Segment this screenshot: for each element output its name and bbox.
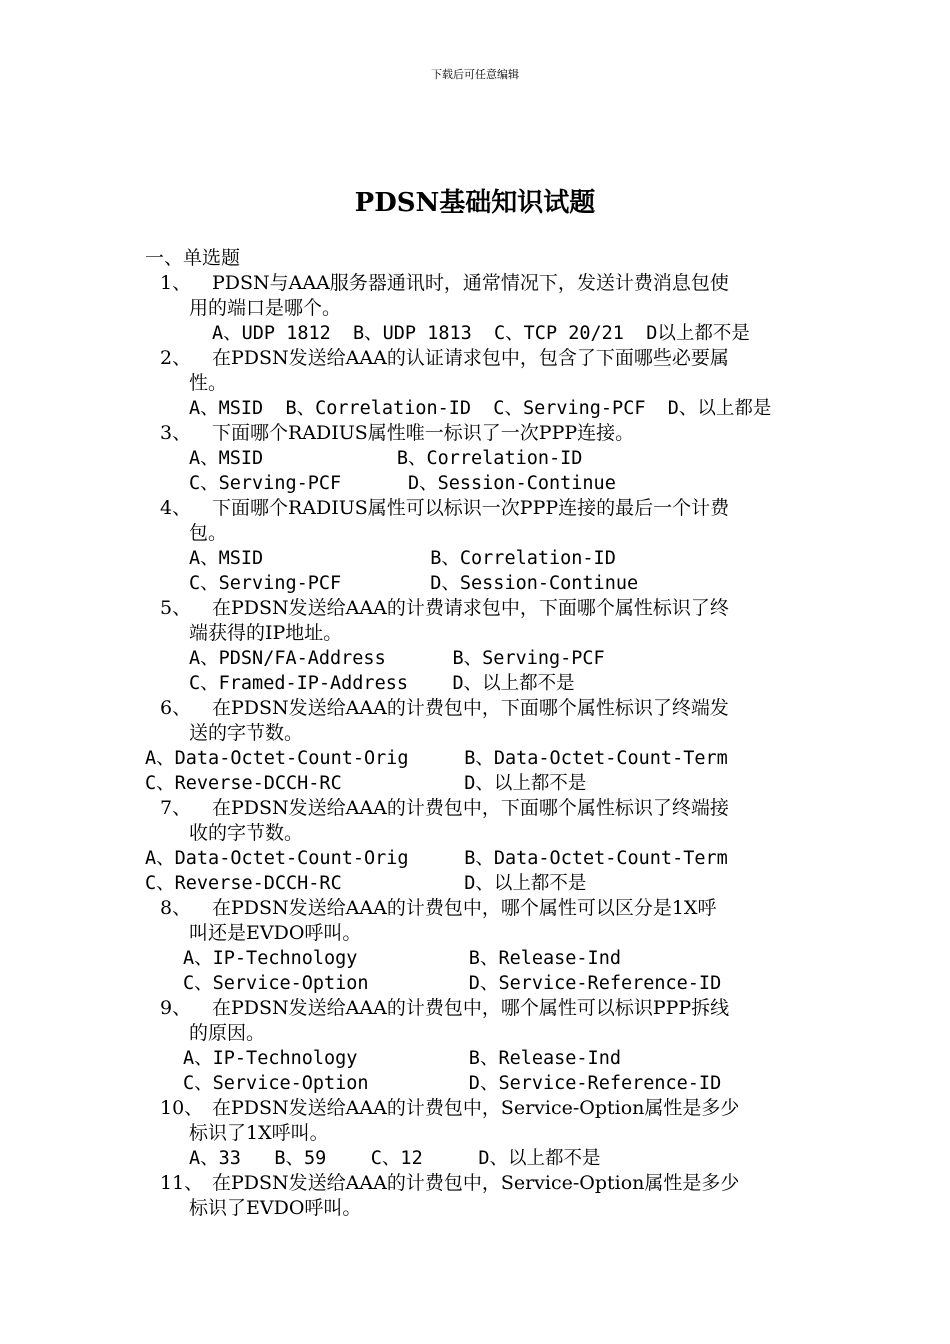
question-text: 在PDSN发送给AAA的认证请求包中，包含了下面哪些必要属	[212, 347, 729, 369]
question-options: A、MSID B、Correlation-ID C、Serving-PCF D、以上都是	[189, 398, 772, 419]
question-text: 用的端口是哪个。	[189, 297, 342, 319]
page-header: 下载后可任意编辑	[431, 68, 519, 81]
question-number: 5、	[160, 597, 192, 619]
question-text: 在PDSN发送给AAA的计费请求包中，下面哪个属性标识了终	[212, 597, 729, 619]
question-options: A、UDP 1812 B、UDP 1813 C、TCP 20/21 D以上都不是	[212, 323, 750, 344]
question-options: A、IP-Technology B、Release-Ind	[183, 1048, 621, 1069]
question-text: 端获得的IP地址。	[189, 622, 343, 644]
question-number: 11、	[160, 1172, 204, 1194]
question-options: C、Service-Option D、Service-Reference-ID	[183, 1073, 722, 1094]
question-number: 3、	[160, 422, 192, 444]
question-text: 标识了EVDO呼叫。	[189, 1197, 362, 1219]
question-options: A、PDSN/FA-Address B、Serving-PCF	[189, 648, 605, 669]
question-options: C、Serving-PCF D、Session-Continue	[189, 573, 639, 594]
question-text: 送的字节数。	[189, 722, 304, 744]
question-text: 在PDSN发送给AAA的计费包中，下面哪个属性标识了终端发	[212, 697, 729, 719]
question-number: 2、	[160, 347, 192, 369]
question-options: A、Data-Octet-Count-Orig B、Data-Octet-Count-Term	[145, 848, 728, 869]
question-options: A、33 B、59 C、12 D、以上都不是	[189, 1148, 601, 1169]
question-number: 10、	[160, 1097, 204, 1119]
question-options: A、MSID B、Correlation-ID	[189, 548, 616, 569]
question-text: 在PDSN发送给AAA的计费包中，哪个属性可以标识PPP拆线	[212, 997, 730, 1019]
question-text: PDSN与AAA服务器通讯时，通常情况下，发送计费消息包使	[212, 272, 729, 294]
question-text: 下面哪个RADIUS属性唯一标识了一次PPP连接。	[212, 422, 635, 444]
question-text: 标识了1X呼叫。	[189, 1122, 329, 1144]
question-text: 下面哪个RADIUS属性可以标识一次PPP连接的最后一个计费	[212, 497, 730, 519]
question-options: A、IP-Technology B、Release-Ind	[183, 948, 621, 969]
question-number: 4、	[160, 497, 192, 519]
question-number: 9、	[160, 997, 192, 1019]
question-number: 1、	[160, 272, 192, 294]
question-number: 7、	[160, 797, 192, 819]
question-text: 在PDSN发送给AAA的计费包中，哪个属性可以区分是1X呼	[212, 897, 717, 919]
question-options: C、Reverse-DCCH-RC D、以上都不是	[145, 873, 587, 894]
question-text: 性。	[189, 372, 228, 394]
question-options: C、Framed-IP-Address D、以上都不是	[189, 673, 575, 694]
section-heading: 一、单选题	[145, 247, 241, 269]
question-options: A、MSID B、Correlation-ID	[189, 448, 583, 469]
question-number: 8、	[160, 897, 192, 919]
document-title: PDSN基础知识试题	[354, 188, 596, 218]
question-number: 6、	[160, 697, 192, 719]
question-text: 在PDSN发送给AAA的计费包中，Service-Option属性是多少	[212, 1097, 740, 1119]
question-text: 的原因。	[189, 1022, 266, 1044]
question-text: 叫还是EVDO呼叫。	[189, 922, 362, 944]
question-options: C、Serving-PCF D、Session-Continue	[189, 473, 616, 494]
question-options: C、Service-Option D、Service-Reference-ID	[183, 973, 722, 994]
question-text: 收的字节数。	[189, 822, 304, 844]
question-options: A、Data-Octet-Count-Orig B、Data-Octet-Count-Term	[145, 748, 728, 769]
question-text: 在PDSN发送给AAA的计费包中，Service-Option属性是多少	[212, 1172, 740, 1194]
question-text: 包。	[189, 522, 228, 544]
question-options: C、Reverse-DCCH-RC D、以上都不是	[145, 773, 587, 794]
question-text: 在PDSN发送给AAA的计费包中，下面哪个属性标识了终端接	[212, 797, 729, 819]
